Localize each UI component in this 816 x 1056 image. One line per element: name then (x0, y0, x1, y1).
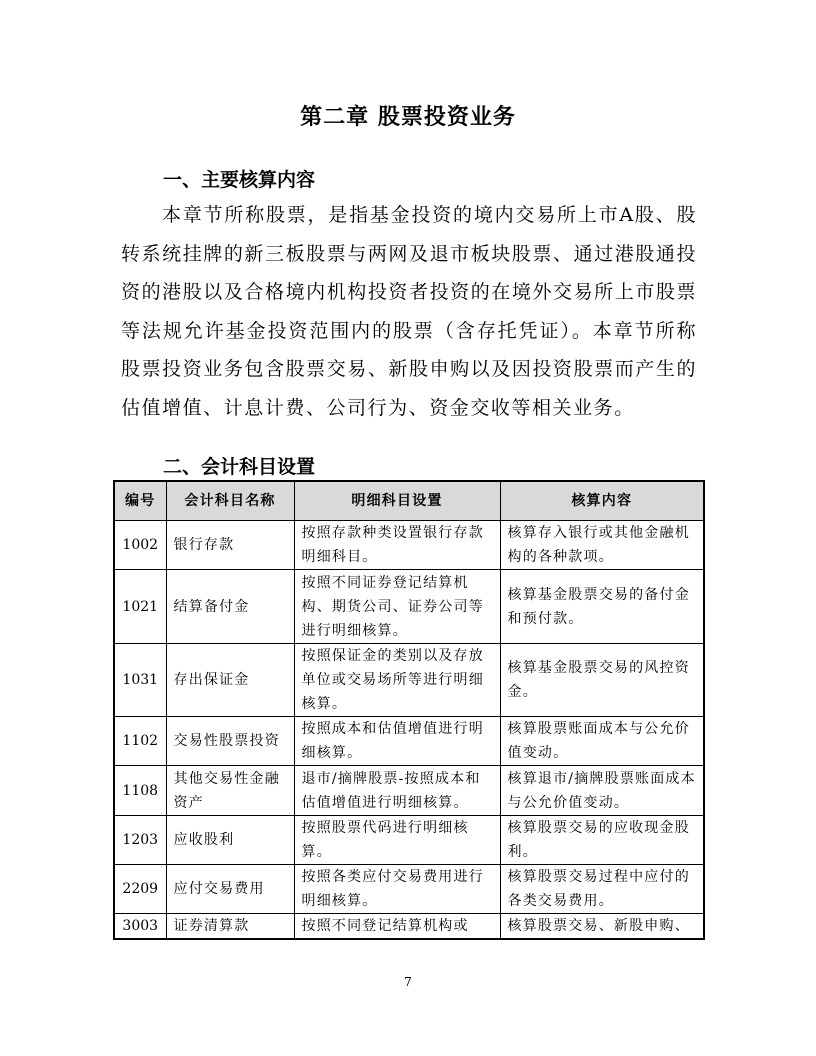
cell-accounting-content: 核算股票交易的应收现金股利。 (500, 816, 704, 865)
header-code: 编号 (114, 481, 166, 521)
cell-detail-setting: 按照存款种类设置银行存款明细科目。 (294, 521, 500, 570)
cell-detail-setting: 退市/摘牌股票-按照成本和估值增值进行明细核算。 (294, 766, 500, 816)
cell-accounting-content: 核算股票交易、新股申购、 (500, 914, 704, 940)
cell-accounting-content: 核算基金股票交易的备付金和预付款。 (500, 570, 704, 644)
cell-account-name: 应收股利 (166, 816, 294, 865)
page-number: 7 (404, 975, 412, 989)
cell-accounting-content: 核算股票交易过程中应付的各类交易费用。 (500, 865, 704, 914)
header-account-name: 会计科目名称 (166, 481, 294, 521)
accounts-table (113, 480, 705, 940)
cell-account-name: 证券清算款 (166, 914, 294, 940)
cell-detail-setting: 按照不同登记结算机构或 (294, 914, 500, 940)
cell-detail-setting: 按照不同证券登记结算机构、期货公司、证券公司等进行明细核算。 (294, 570, 500, 644)
cell-account-name: 交易性股票投资 (166, 717, 294, 766)
chapter-title: 第二章 股票投资业务 (300, 105, 516, 130)
table-row (114, 521, 704, 570)
section-paragraph: 本章节所称股票，是指基金投资的境内交易所上市A股、股转系统挂牌的新三板股票与两网及退市板块股票、通过港股通投资的港股以及合格境内机构投资者投资的在境外交易所上市股票等法规允许基金投资范围内的股票（含存托凭证）。本章节所称股票投资业务包含股票交易、新股申购以及因投资股票而产生的估值增值、计息计费、公司行为、资金交收等相关业务。 (121, 204, 697, 419)
table-row (114, 865, 704, 914)
cell-code: 1002 (114, 521, 166, 570)
table-header-row (114, 481, 704, 521)
table-row (114, 766, 704, 816)
section-heading-account-setup: 二、会计科目设置 (163, 456, 316, 478)
table-row (114, 570, 704, 644)
header-accounting-content: 核算内容 (500, 481, 704, 521)
cell-accounting-content: 核算基金股票交易的风控资金。 (500, 644, 704, 717)
cell-accounting-content: 核算股票账面成本与公允价值变动。 (500, 717, 704, 766)
cell-code: 1108 (114, 766, 166, 816)
table-row (114, 914, 704, 940)
cell-detail-setting: 按照保证金的类别以及存放单位或交易场所等进行明细核算。 (294, 644, 500, 717)
cell-code: 1031 (114, 644, 166, 717)
cell-code: 1102 (114, 717, 166, 766)
cell-code: 2209 (114, 865, 166, 914)
cell-account-name: 其他交易性金融资产 (166, 766, 294, 816)
cell-account-name: 银行存款 (166, 521, 294, 570)
cell-account-name: 应付交易费用 (166, 865, 294, 914)
cell-detail-setting: 按照各类应付交易费用进行明细核算。 (294, 865, 500, 914)
cell-account-name: 存出保证金 (166, 644, 294, 717)
table-row (114, 644, 704, 717)
cell-code: 1021 (114, 570, 166, 644)
cell-detail-setting: 按照股票代码进行明细核算。 (294, 816, 500, 865)
cell-accounting-content: 核算存入银行或其他金融机构的各种款项。 (500, 521, 704, 570)
cell-code: 3003 (114, 914, 166, 940)
cell-account-name: 结算备付金 (166, 570, 294, 644)
section-heading-main-accounting: 一、主要核算内容 (163, 169, 316, 191)
table-row (114, 816, 704, 865)
header-detail-setting: 明细科目设置 (294, 481, 500, 521)
cell-accounting-content: 核算退市/摘牌股票账面成本与公允价值变动。 (500, 766, 704, 816)
table-row (114, 717, 704, 766)
cell-detail-setting: 按照成本和估值增值进行明细核算。 (294, 717, 500, 766)
cell-code: 1203 (114, 816, 166, 865)
